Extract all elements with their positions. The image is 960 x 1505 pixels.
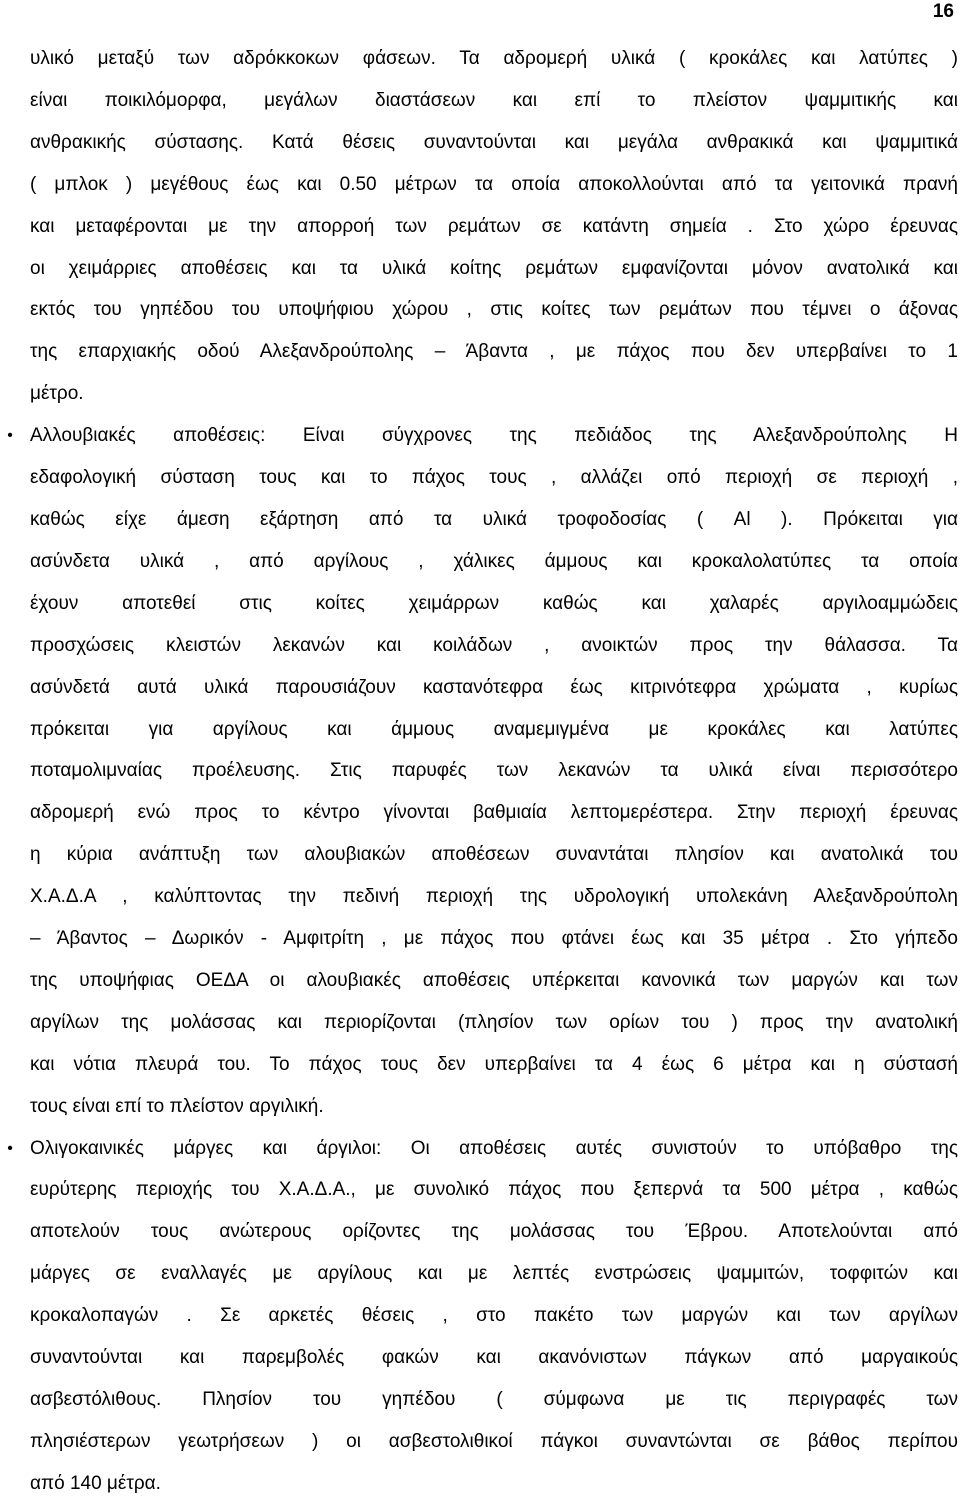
text-line: εδαφολογική σύσταση τους και το πάχος τους , αλλάζει οπό περιοχή σε περιοχή , bbox=[30, 467, 958, 489]
text-line: ποταμολιμναίας προέλευσης. Στις παρυφές των λεκανών τα υλικά είναι περισσότερο bbox=[30, 760, 958, 782]
text-line: ανθρακικής σύστασης. Κατά θέσεις συναντούνται και μεγάλα ανθρακικά και ψαμμιτικά bbox=[30, 131, 958, 153]
intro-paragraph bbox=[30, 38, 958, 415]
text-line: προσχώσεις κλειστών λεκανών και κοιλάδων , ανοικτών προς την θάλασσα. Τα bbox=[30, 634, 958, 656]
text-line: από 140 μέτρα. bbox=[30, 1472, 161, 1494]
text-line: – Άβαντος – Δωρικόν - Αμφιτρίτη , με πάχος που φτάνει έως και 35 μέτρα . Στο γήπεδο bbox=[30, 928, 958, 950]
text-line: υλικό μεταξύ των αδρόκκοκων φάσεων. Τα αδρομερή υλικά ( κροκάλες και λατύπες ) bbox=[30, 48, 958, 69]
text-line: αργίλων της μολάσσας και περιορίζονται (πλησίον των ορίων του ) προς την ανατολική bbox=[30, 1011, 958, 1033]
text-line: μέτρο. bbox=[30, 383, 84, 405]
text-line: ασύνδετά αυτά υλικά παρουσιάζουν καστανότεφρα έως κιτρινότεφρα χρώματα , κυρίως bbox=[30, 676, 958, 698]
text-line: ασύνδετα υλικά , από αργίλους , χάλικες άμμους και κροκαλολατύπες τα οποία bbox=[30, 550, 958, 572]
bullet-icon: • bbox=[7, 427, 13, 445]
text-line: πρόκειται για αργίλους και άμμους αναμεμιγμένα με κροκάλες και λατύπες bbox=[30, 718, 958, 740]
text-line: Ολιγοκαινικές μάργες και άργιλοι: Οι αποθέσεις αυτές συνιστούν το υπόβαθρο της bbox=[30, 1137, 958, 1159]
text-line: ( μπλοκ ) μεγέθους έως και 0.50 μέτρων τα οποία αποκολλούνται από τα γειτονικά πρανή bbox=[30, 173, 958, 195]
bullet-oligocene-marls bbox=[7, 1128, 958, 1505]
text-line: της υποψήφιας ΟΕΔΑ οι αλουβιακές αποθέσεις υπέρκειται κανονικά των μαργών και των bbox=[30, 969, 958, 991]
text-line: Αλλουβιακές αποθέσεις: Είναι σύγχρονες της πεδιάδος της Αλεξανδρούπολης Η bbox=[30, 425, 958, 447]
document-body bbox=[7, 38, 958, 1505]
text-line: καθώς είχε άμεση εξάρτηση από τα υλικά τροφοδοσίας ( Al ). Πρόκειται για bbox=[30, 508, 958, 530]
text-line: τους είναι επί το πλείστον αργιλική. bbox=[30, 1095, 324, 1117]
text-line: ευρύτερης περιοχής του Χ.Α.Δ.Α., με συνολικό πάχος που ξεπερνά τα 500 μέτρα , καθώς bbox=[30, 1179, 958, 1201]
text-line: αποτελούν τους ανώτερους ορίζοντες της μολάσσας του Έβρου. Αποτελούνται από bbox=[30, 1221, 958, 1243]
bullet-icon: • bbox=[7, 1139, 13, 1157]
text-line: κροκαλοπαγών . Σε αρκετές θέσεις , στο πακέτο των μαργών και των αργίλων bbox=[30, 1305, 958, 1327]
text-line: ασβεστόλιθους. Πλησίον του γηπέδου ( σύμφωνα με τις περιγραφές των bbox=[30, 1389, 958, 1410]
text-line: πλησιέστερων γεωτρήσεων ) οι ασβεστολιθικοί πάγκοι συναντώνται σε βάθος περίπου bbox=[30, 1430, 958, 1452]
text-line: είναι ποικιλόμορφα, μεγάλων διαστάσεων και επί το πλείστον ψαμμιτικής και bbox=[30, 89, 958, 111]
text-line: συναντούνται και παρεμβολές φακών και ακανόνιστων πάγκων από μαργαικούς bbox=[30, 1347, 958, 1369]
text-line: αδρομερή ενώ προς το κέντρο γίνονται βαθμιαία λεπτομερέστερα. Στην περιοχή έρευνας bbox=[30, 802, 958, 824]
text-line: και μεταφέρονται με την απορροή των ρεμάτων σε κατάντη σημεία . Στο χώρο έρευνας bbox=[30, 215, 958, 237]
text-line: εκτός του γηπέδου του υποψήφιου χώρου , στις κοίτες των ρεμάτων που τέμνει ο άξονας bbox=[30, 299, 958, 321]
page-number: 16 bbox=[932, 1, 954, 22]
text-line: η κύρια ανάπτυξη των αλουβιακών αποθέσεων συναντάται πλησίον και ανατολικά του bbox=[30, 844, 958, 866]
text-line: έχουν αποτεθεί στις κοίτες χειμάρρων καθώς και χαλαρές αργιλοαμμώδεις bbox=[30, 592, 958, 614]
text-line: και νότια πλευρά του. Το πάχος τους δεν υπερβαίνει τα 4 έως 6 μέτρα και η σύστασή bbox=[30, 1053, 958, 1075]
text-line: οι χειμάρριες αποθέσεις και τα υλικά κοίτης ρεμάτων εμφανίζονται μόνον ανατολικά και bbox=[30, 257, 958, 279]
text-line: μάργες σε εναλλαγές με αργίλους και με λεπτές ενστρώσεις ψαμμιτών, τοφφιτών και bbox=[30, 1263, 958, 1285]
bullet-alluvial-deposits bbox=[7, 415, 958, 1127]
text-line: της επαρχιακής οδού Αλεξανδρούπολης – Άβαντα , με πάχος που δεν υπερβαίνει το 1 bbox=[30, 341, 958, 363]
text-line: Χ.Α.Δ.Α , καλύπτοντας την πεδινή περιοχή της υδρολογική υπολεκάνη Αλεξανδρούπολη bbox=[30, 886, 958, 908]
